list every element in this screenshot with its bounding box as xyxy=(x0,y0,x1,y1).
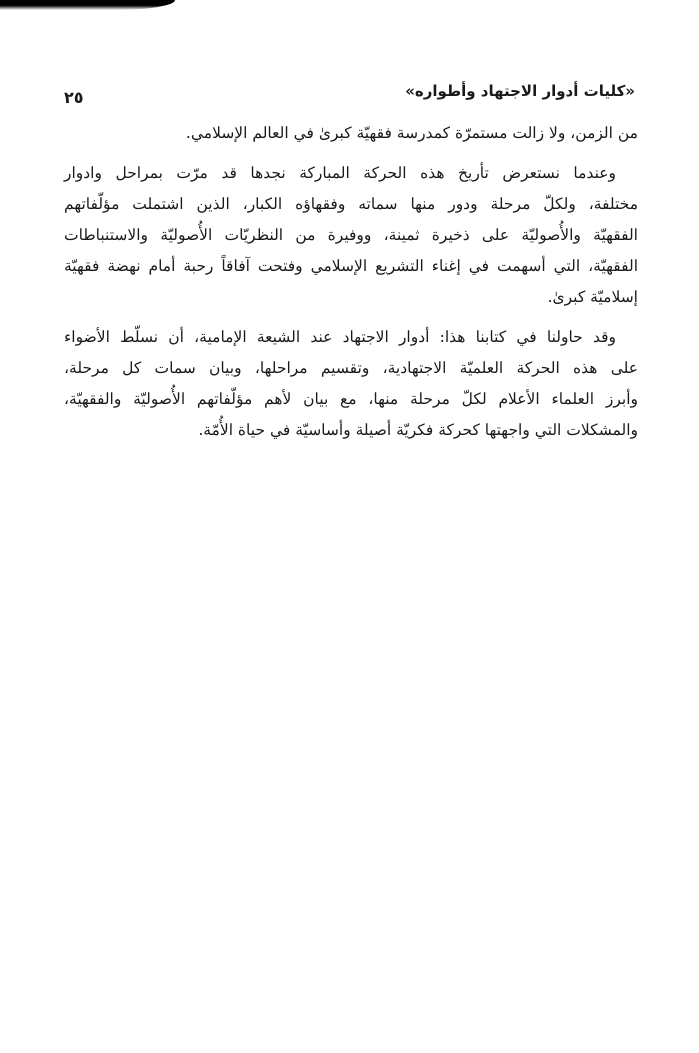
paragraph-1 xyxy=(64,118,638,149)
body-text xyxy=(64,118,638,446)
text-line: من الزمن، ولا زالت مستمرّة كمدرسة فقهيّة كبرىٰ في العالم الإسلامي. xyxy=(185,124,638,142)
scan-edge-shadow xyxy=(0,0,175,10)
page-number: ٢٥ xyxy=(64,88,84,107)
running-head xyxy=(64,82,635,112)
text-line: الفقهيّة، التي أسهمت في إغناء التشريع الإسلامي وفتحت آفاقاً رحبة أمام نهضة فقهيّة xyxy=(64,257,638,275)
text-line: والمشكلات التي واجهتها كحركة فكريّة أصيلة وأساسيّة في حياة الأُمّة. xyxy=(198,421,638,439)
text-line: مختلفة، ولكلّ مرحلة ودور منها سماته وفقهاؤه الكبار، الذين اشتملت مؤلّفاتهم xyxy=(64,195,638,213)
text-line: وعندما نستعرض تأريخ هذه الحركة المباركة نجدها قد مرّت بمراحل وادوار xyxy=(64,164,616,182)
text-line: على هذه الحركة العلميّة الاجتهادية، وتقسيم مراحلها، وبيان سمات كل مرحلة، xyxy=(64,359,638,377)
paragraph-3 xyxy=(64,322,638,446)
text-line: وقد حاولنا في كتابنا هذا: أدوار الاجتهاد عند الشيعة الإمامية، أن نسلّط الأضواء xyxy=(64,328,616,346)
text-line: وأبرز العلماء الأعلام لكلّ مرحلة منها، مع بيان لأهم مؤلّفاتهم الأُصوليّة والفقهيّة، xyxy=(64,390,638,408)
header-title: «كليات أدوار الاجتهاد وأطواره» xyxy=(405,82,635,100)
paragraph-2 xyxy=(64,158,638,313)
text-line: الفقهيّة والأُصوليّة على ذخيرة ثمينة، ووفيرة من النظريّات الأُصوليّة والاستنباطات xyxy=(64,226,638,244)
text-line: إسلاميّة كبرىٰ. xyxy=(547,288,638,306)
